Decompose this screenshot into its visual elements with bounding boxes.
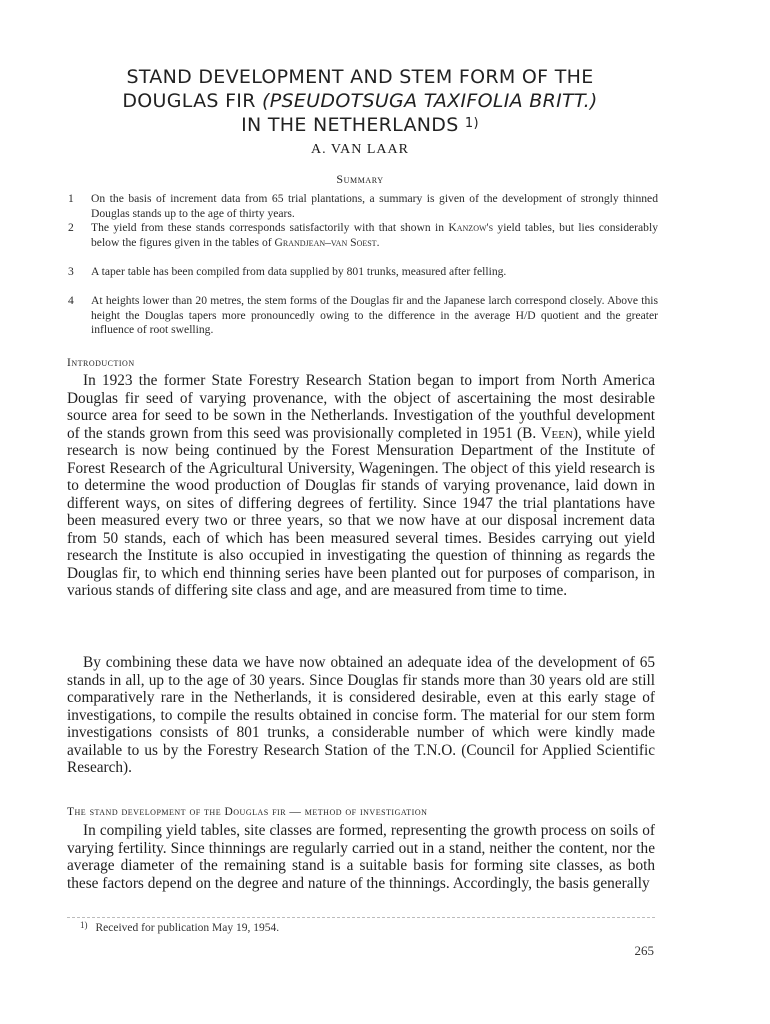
title-footnote-marker: 1): [464, 116, 479, 131]
title-line-3-text: IN THE NETHERLANDS: [241, 114, 459, 136]
summary-item: [68, 221, 658, 250]
footnote: [80, 920, 279, 934]
introduction-paragraph-1: In 1923 the former State Forestry Research Station began to import from North America Douglas fir seed of varying provenance, with the object of ascertaining the most desirable source area for seed to be sown in the Netherlands. Investigation of the youthful development of the stands grown from this seed was provisionally completed in 1951 (B. Veen), while yield research is now being continued by the Forest Mensuration Department of the Institute of Forest Research of the Agricultural University, Wageningen. The object of this yield research is to determine the wood production of Douglas fir stands of varying provenance, laid down in different ways, on sites of differing degrees of fertility. Since 1947 the trial plantations have been measured every two or three years, so that we now have at our disposal increment data from 50 stands, each of which has been measured several times. Besides carrying out yield research the Institute is also occupied in investigating the question of thinning as regards the Douglas fir, to which end thinning series have been planted out for purposes of comparison, in various stands of differing site class and age, and are measured from time to time.: [67, 372, 655, 599]
summary-item-text: The yield from these stands corresponds satisfactorily with that shown in Kanzow's yield tables, but lies considerably below the figures given in the tables of Grandjean–van Soest.: [91, 221, 658, 249]
summary-item-number: 4: [68, 294, 74, 307]
title-line-1: STAND DEVELOPMENT AND STEM FORM OF THE: [126, 66, 594, 88]
section-heading-method: The stand development of the Douglas fir — method of investigation: [67, 806, 428, 818]
page-number: 265: [634, 943, 654, 958]
section-heading-introduction: Introduction: [67, 357, 135, 369]
author-name-kanzow: Kanzow's: [448, 221, 494, 234]
summary-item-text: At heights lower than 20 metres, the stem forms of the Douglas fir and the Japanese larch correspond closely. Above this height the Douglas tapers more pronouncedly owing to the difference in the average H/D quotient and the greater influence of root swelling.: [91, 294, 658, 337]
summary-item-number: 2: [68, 221, 74, 234]
author-name-veen: Veen: [540, 424, 573, 442]
summary-item: [68, 265, 658, 280]
summary-item-text: On the basis of increment data from 65 trial plantations, a summary is given of the development of strongly thinned Douglas stands up to the age of thirty years.: [91, 192, 658, 220]
author-name-grandjean: Grandjean–van Soest: [274, 235, 377, 249]
summary-item-text: A taper table has been compiled from data supplied by 801 trunks, measured after felling.: [91, 265, 507, 278]
author: A. VAN LAAR: [311, 142, 409, 157]
summary-item-number: 3: [68, 265, 74, 278]
footnote-marker: 1): [80, 920, 88, 930]
title-line-2: [60, 90, 660, 112]
summary-item: [68, 192, 658, 221]
title-species-name: (PSEUDOTSUGA TAXIFOLIA BRITT.): [262, 90, 598, 112]
title-line-2-plain: DOUGLAS FIR: [122, 90, 256, 112]
title-line-3: [60, 114, 660, 136]
summary-item-number: 1: [68, 192, 74, 205]
footnote-divider: [67, 917, 655, 918]
method-paragraph-1: In compiling yield tables, site classes are formed, representing the growth process on soils of varying fertility. Since thinnings are regularly carried out in a stand, neither the content, nor the average diameter of the remaining stand is a suitable basis for forming site classes, as both these factors depend on the degree and nature of the thinnings. Accordingly, the basis generally: [67, 822, 655, 892]
footnote-text: Received for publication May 19, 1954.: [95, 922, 280, 934]
introduction-paragraph-2: By combining these data we have now obtained an adequate idea of the development of 65 stands in all, up to the age of 30 years. Since Douglas fir stands more than 30 years old are still comparatively rare in the Netherlands, it is considered desirable, even at this early stage of investigations, to compile the results obtained in concise form. The material for our stem form investigations consists of 801 trunks, a considerable number of which were kindly made available to us by the Forestry Research Station of the T.N.O. (Council for Applied Scientific Research).: [67, 654, 655, 776]
summary-item: [68, 294, 658, 338]
summary-heading: Summary: [336, 172, 384, 186]
